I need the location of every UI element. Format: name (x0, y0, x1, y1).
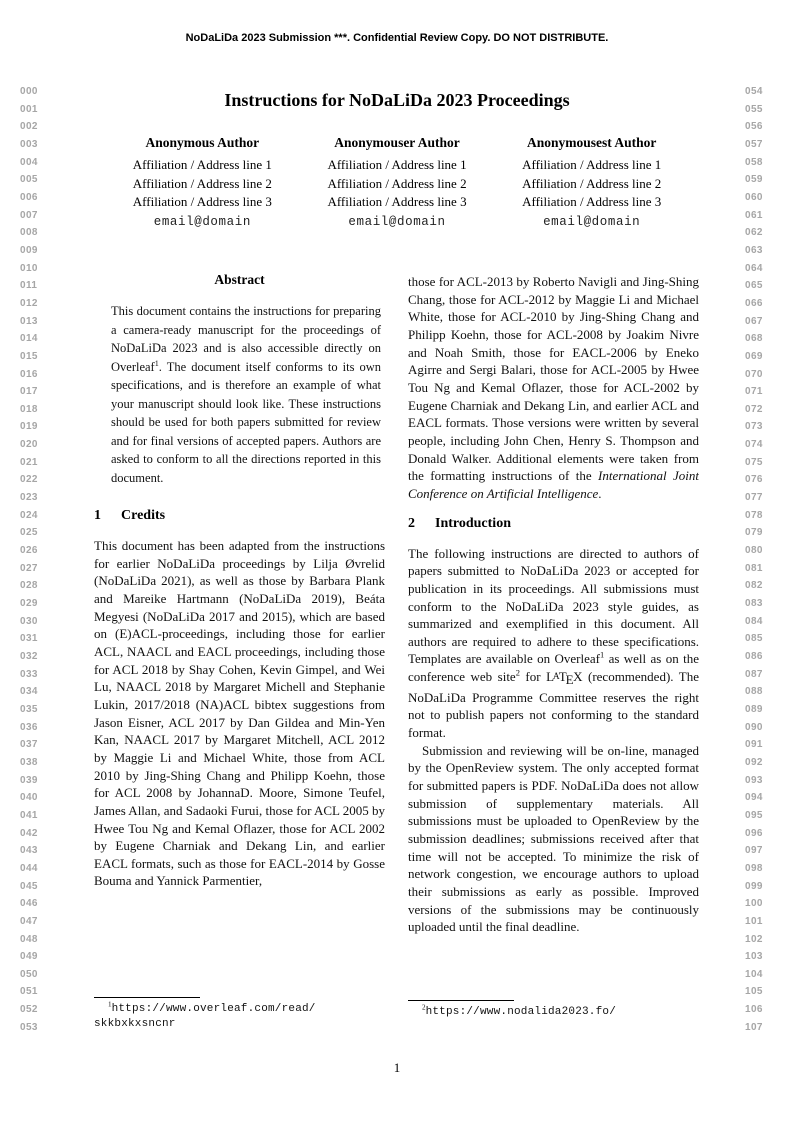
author-affiliation-line: Affiliation / Address line 2 (132, 175, 272, 191)
line-number: 020 (20, 439, 38, 451)
line-number: 072 (745, 403, 763, 415)
line-number: 071 (745, 386, 763, 398)
right-column (408, 266, 699, 994)
section-heading-introduction (408, 516, 699, 532)
line-number: 027 (20, 562, 38, 574)
confidential-review-banner: NoDaLiDa 2023 Submission ***. Confidential Review Copy. DO NOT DISTRIBUTE. (185, 32, 609, 44)
line-number: 054 (745, 86, 763, 97)
line-number: 030 (20, 615, 38, 627)
line-number: 026 (20, 545, 38, 557)
line-number: 056 (745, 121, 763, 133)
line-number: 022 (20, 474, 38, 486)
section-number: 2 (408, 515, 415, 531)
line-number: 017 (20, 386, 38, 398)
line-number: 048 (20, 933, 38, 945)
line-number: 100 (745, 898, 763, 910)
line-number: 063 (745, 244, 763, 256)
line-number: 059 (745, 174, 763, 186)
line-number: 015 (20, 350, 38, 362)
line-number: 035 (20, 703, 38, 715)
line-number: 053 (20, 1021, 38, 1033)
line-number: 080 (745, 545, 763, 557)
line-number: 073 (745, 421, 763, 433)
line-number: 078 (745, 509, 763, 521)
introduction-paragraph-2: Submission and reviewing will be on-line, managed by the OpenReview system. The only accepted format for submitted papers is PDF. NoDaLiDa does not allow submission of supplementary materials. All submissions must be uploaded to OpenReview by the submission deadlines; submissions received after that time will not be accepted. To minimize the risk of network congestion, we encourage authors to upload their submissions as early as possible. Improved versions of the submissions may be continuously uploaded until the final deadline. (408, 742, 699, 935)
line-number: 083 (745, 598, 763, 610)
line-number: 107 (745, 1021, 763, 1033)
line-number: 062 (745, 227, 763, 239)
line-number: 085 (745, 633, 763, 645)
line-number: 009 (20, 244, 38, 256)
line-number: 097 (745, 845, 763, 857)
section-number: 1 (94, 508, 101, 523)
line-number: 091 (745, 739, 763, 751)
footnote-1-link[interactable]: $^1$https://www.overleaf.com/read/ skkbxkxsncnr (94, 1000, 316, 1030)
footnote-2[interactable] (408, 1000, 699, 1020)
line-number: 004 (20, 156, 38, 168)
line-number: 044 (20, 862, 38, 874)
line-number: 011 (20, 280, 38, 292)
author-name: Anonymousest Author (526, 135, 657, 150)
author-email: email@domain (153, 214, 251, 229)
line-number: 067 (745, 315, 763, 327)
line-number: 079 (745, 527, 763, 539)
line-number: 029 (20, 598, 38, 610)
line-number: 106 (745, 1004, 763, 1016)
line-number: 006 (20, 191, 38, 203)
line-number: 047 (20, 915, 38, 927)
author-block (105, 133, 689, 229)
line-number: 045 (20, 880, 38, 892)
line-number: 008 (20, 227, 38, 239)
line-number: 090 (745, 721, 763, 733)
line-number: 065 (745, 280, 763, 292)
line-number: 082 (745, 580, 763, 592)
line-number: 019 (20, 421, 38, 433)
line-number: 104 (745, 968, 763, 980)
footnote-1[interactable] (94, 997, 385, 1031)
line-numbers-left (20, 83, 38, 1036)
line-number: 066 (745, 297, 763, 309)
credits-paragraph-left: This document has been adapted from the instructions for earlier NoDaLiDa proceedings by Lilja Øvrelid (NoDaLiDa 2021), as well as those by Barbara Plank and Mareike Hartmann (NoDaLiDa 2019), Beáta Megyesi (NoDaLiDa 2017 and 2015), which are based on (E)ACL-proceedings, including those for earlier ACL, NAACL and EACL proceedings, including those for ACL 2018 by Shay Cohen, Kevin Gimpel, and Wei Lu, NAACL 2018 by Margaret Michell and Stephanie Lukin, 2017/2018 (NA)ACL bibtex suggestions from Jason Eisner, ACL 2017 by Dan Gildea and Min-Yen Kan, NAACL 2017 by Margaret Mitchell, ACL 2012 by Maggie Li and Michael White, those from ACL 2010 by Jing-Shing Chang and Philipp Koehn, those for ACL 2008 by JohannaD. Moore, Simone Teufel, James Allan, and Sadaoki Furui, those for ACL 2005 by Hwee Tou Ng and Kemal Oflazer, those for ACL 2002 by Eugene Charniak and Dekang Lin, and earlier EACL formats, such as those for EACL-2014 by Gosse Bouma and Yannick Parmentier, (94, 538, 385, 889)
line-number: 064 (745, 262, 763, 274)
line-number: 061 (745, 209, 763, 221)
line-number: 034 (20, 686, 38, 698)
line-number: 068 (745, 333, 763, 345)
line-number: 081 (745, 562, 763, 574)
author-affiliation-line: Affiliation / Address line 3 (132, 194, 272, 210)
line-number: 089 (745, 703, 763, 715)
line-number: 057 (745, 138, 763, 150)
line-numbers-right (745, 83, 763, 1036)
line-number: 042 (20, 827, 38, 839)
line-number: 084 (745, 615, 763, 627)
line-number: 099 (745, 880, 763, 892)
section-title: Credits (121, 508, 166, 523)
line-number: 095 (745, 809, 763, 821)
line-number: 046 (20, 898, 38, 910)
author-name: Anonymous Author (145, 135, 260, 150)
line-number: 023 (20, 492, 38, 504)
line-number: 000 (20, 86, 38, 97)
line-number: 012 (20, 297, 38, 309)
line-number: 032 (20, 651, 38, 662)
line-number: 013 (20, 315, 38, 327)
credits-paragraph-right: those for ACL-2013 by Roberto Navigli and Jing-Shing Chang, those for ACL-2012 by Maggie Li and Michael White, those for ACL-2010 by Jing-Shing Chang and Philipp Koehn, those for ACL-2008 by Joakim Nivre and Noah Smith, those for EACL-2006 by Eneko Agirre and Sergi Balari, those for ACL-2005 by Hwee Tou Ng and Kemal Oflazer, those for ACL-2002 by Eugene Charniak and Dekang Lin, and earlier ACL and EACL formats. Those versions were written by several people, including John Chen, Henry S. Thompson and Donald Walker. Additional elements were taken from the formatting instructions of the International Joint Conference on Artificial Intelligence. (408, 274, 699, 501)
line-number: 037 (20, 739, 38, 751)
line-number: 087 (745, 668, 763, 680)
section-heading-credits (94, 508, 385, 524)
line-number: 039 (20, 774, 38, 786)
abstract-text: This document contains the instructions for preparing a camera-ready manuscript for the proceedings of NoDaLiDa 2023 and is also accessible directly on Overleaf$^1$. The document itself conforms to its own specifications, and is therefore an example of what your manuscript should look like. These instructions should be used for both papers submitted for review and for final versions of accepted papers. Authors are asked to conform to all the directions reported in this document. (111, 304, 381, 485)
line-number: 101 (745, 915, 763, 927)
line-number: 049 (20, 951, 38, 963)
author-affiliation-line: Affiliation / Address line 1 (327, 157, 467, 172)
line-number: 058 (745, 156, 763, 168)
author-email: email@domain (543, 214, 641, 229)
line-number: 043 (20, 845, 38, 857)
line-number: 010 (20, 262, 38, 274)
line-number: 075 (745, 456, 763, 468)
line-number: 088 (745, 686, 763, 698)
line-number: 002 (20, 121, 38, 133)
line-number: 070 (745, 368, 763, 380)
line-number: 014 (20, 333, 38, 345)
line-number: 031 (20, 633, 38, 645)
line-number: 055 (745, 103, 763, 115)
line-number: 036 (20, 721, 38, 733)
author-affiliation-line: Affiliation / Address line 3 (327, 194, 467, 210)
line-number: 052 (20, 1004, 38, 1016)
footnote-rule (94, 997, 200, 998)
line-number: 005 (20, 174, 38, 186)
footnote-rule (408, 1000, 514, 1001)
line-number: 003 (20, 138, 38, 150)
line-number: 038 (20, 756, 38, 768)
line-number: 024 (20, 509, 38, 521)
introduction-paragraph-1: The following instructions are directed to authors of papers submitted to NoDaLiDa 2023 or accepted for publication in its proceedings. All submissions must conform to the NoDaLiDa 2023 style guides, as summarized and exemplified in this document. All authors are required to adhere to these specifications. Templates are available on Overleaf$^1$ as well as on the conference web site$^2$ for $L^ATEX$ (recommended). The NoDaLiDa Programme Committee reserves the right not to publish papers not conforming to the standard format. (408, 545, 699, 740)
author-email: email@domain (348, 214, 446, 229)
footnote-2-link[interactable]: $^2$https://www.nodalida2023.fo/ (422, 1003, 617, 1018)
line-number: 050 (20, 968, 38, 980)
line-number: 001 (20, 103, 38, 115)
line-number: 105 (745, 986, 763, 998)
line-number: 074 (745, 439, 763, 451)
line-number: 033 (20, 668, 38, 680)
author-affiliation-line: Affiliation / Address line 1 (522, 157, 662, 172)
author-affiliation-line: Affiliation / Address line 3 (522, 194, 662, 210)
line-number: 021 (20, 456, 38, 468)
page-number: 1 (393, 1060, 401, 1075)
line-number: 040 (20, 792, 38, 804)
author-3 (494, 133, 689, 229)
line-number: 018 (20, 403, 38, 415)
line-number: 086 (745, 651, 763, 662)
line-number: 076 (745, 474, 763, 486)
line-number: 051 (20, 986, 38, 998)
author-2 (300, 133, 495, 229)
line-number: 041 (20, 809, 38, 821)
line-number: 025 (20, 527, 38, 539)
line-number: 096 (745, 827, 763, 839)
line-number: 028 (20, 580, 38, 592)
line-number: 093 (745, 774, 763, 786)
line-number: 069 (745, 350, 763, 362)
author-affiliation-line: Affiliation / Address line 2 (327, 175, 467, 191)
author-1 (105, 133, 300, 229)
line-number: 007 (20, 209, 38, 221)
line-number: 077 (745, 492, 763, 504)
line-number: 016 (20, 368, 38, 380)
line-number: 092 (745, 756, 763, 768)
paper-title: Instructions for NoDaLiDa 2023 Proceedings (224, 90, 570, 110)
author-affiliation-line: Affiliation / Address line 2 (522, 175, 662, 191)
line-number: 098 (745, 862, 763, 874)
abstract-heading: Abstract (214, 272, 265, 287)
author-affiliation-line: Affiliation / Address line 1 (132, 157, 272, 172)
line-number: 094 (745, 792, 763, 804)
line-number: 103 (745, 951, 763, 963)
line-number: 102 (745, 933, 763, 945)
author-name: Anonymouser Author (334, 135, 460, 150)
left-column (94, 270, 385, 994)
section-title: Introduction (435, 515, 511, 531)
line-number: 060 (745, 191, 763, 203)
